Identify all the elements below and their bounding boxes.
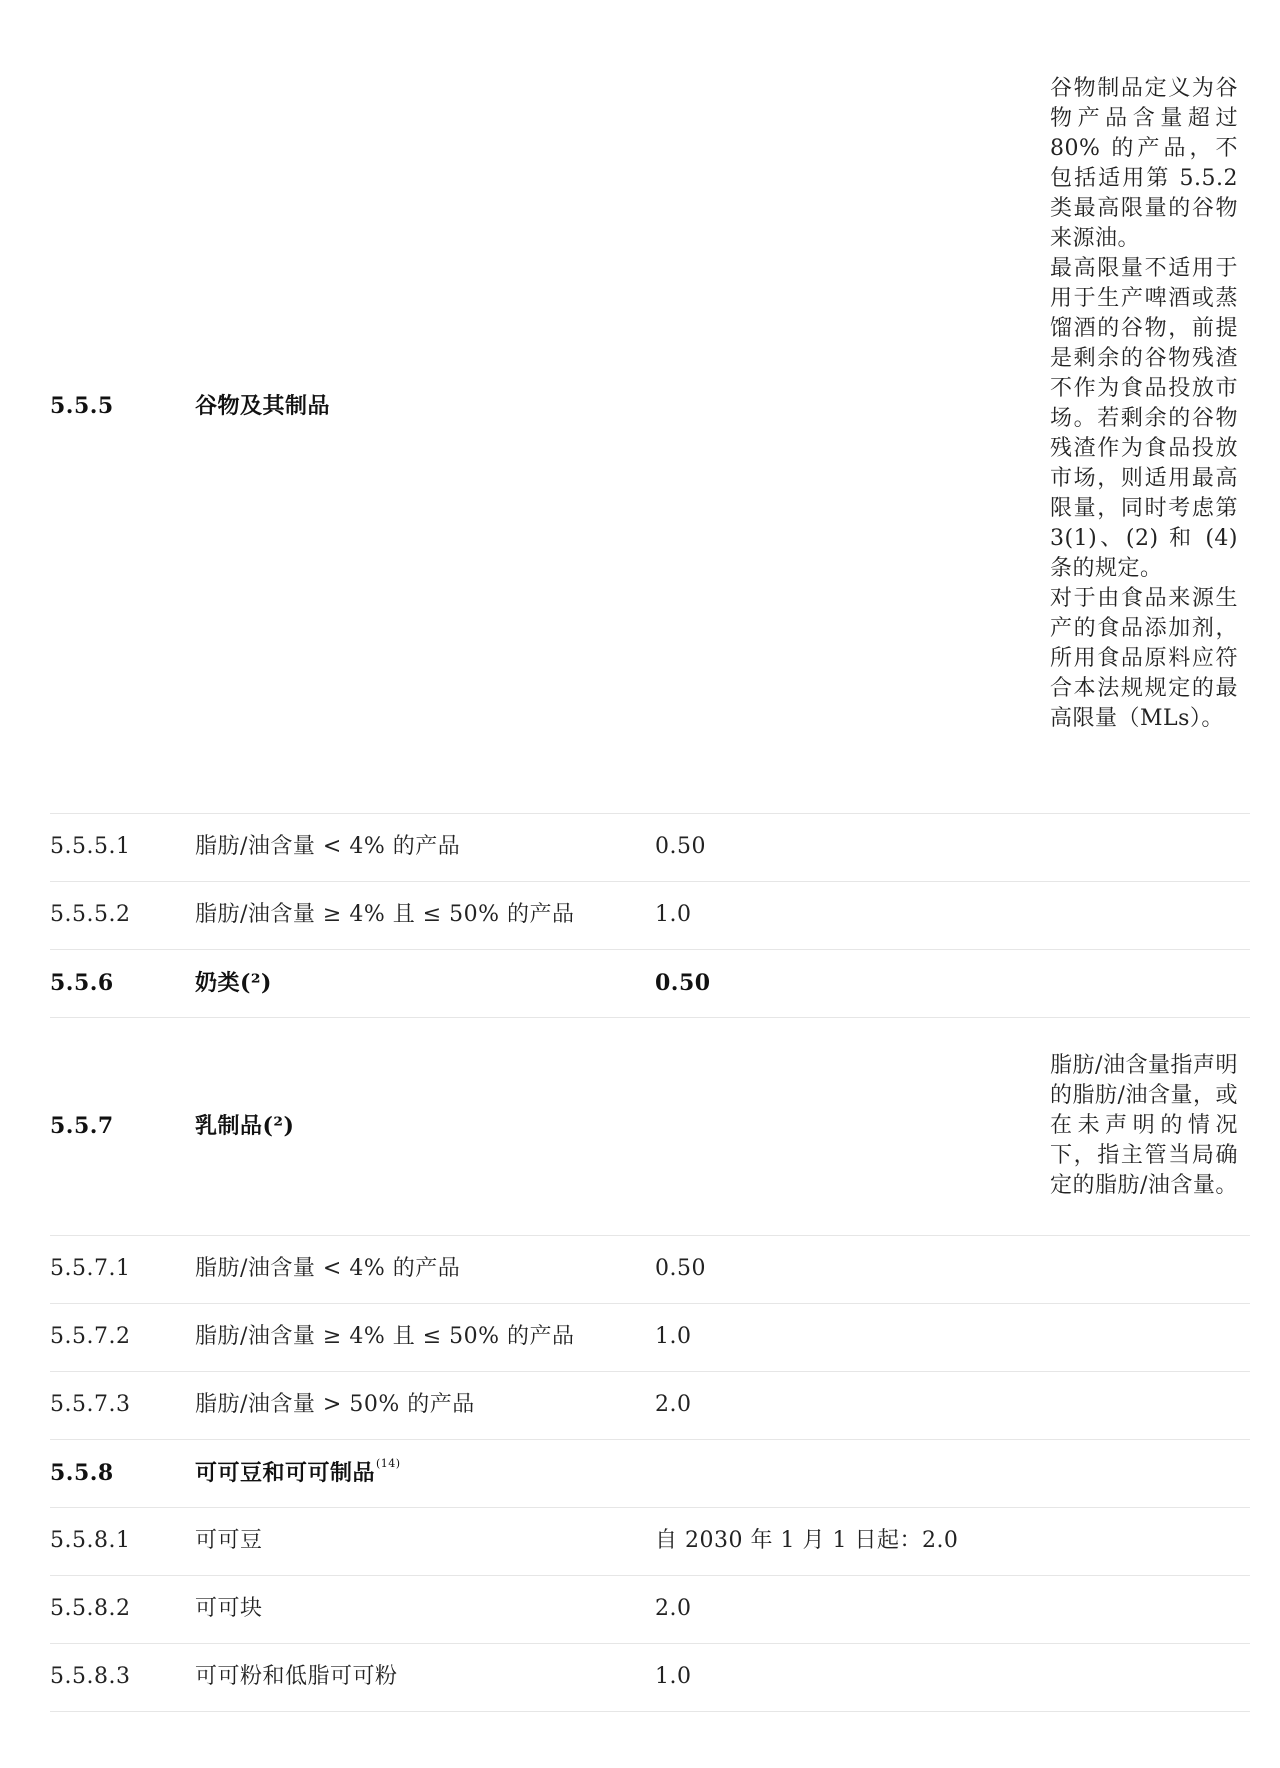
category-code: 5.5.8	[50, 1439, 195, 1507]
max-level: 2.0	[655, 1371, 1050, 1439]
category-code: 5.5.7.1	[50, 1235, 195, 1303]
category-name: 可可块	[195, 1575, 655, 1643]
max-level	[655, 1439, 1050, 1507]
category-code: 5.5.7.2	[50, 1303, 195, 1371]
category-name: 可可豆	[195, 1507, 655, 1575]
category-name: 脂肪/油含量 > 50% 的产品	[195, 1371, 655, 1439]
table-row	[50, 813, 1250, 881]
remarks	[1050, 0, 1250, 813]
category-code: 5.5.8.3	[50, 1643, 195, 1711]
category-code: 5.5.5.1	[50, 813, 195, 881]
remark-paragraph: 脂肪/油含量指声明的脂肪/油含量，或在未声明的情况下，指主管当局确定的脂肪/油含量。	[1050, 1053, 1238, 1198]
category-code: 5.5.5.2	[50, 881, 195, 949]
max-level: 1.0	[655, 1643, 1050, 1711]
category-name: 乳制品(²)	[195, 1017, 655, 1235]
max-level	[655, 0, 1050, 813]
max-level: 2.0	[655, 1575, 1050, 1643]
category-name: 脂肪/油含量 < 4% 的产品	[195, 813, 655, 881]
max-level: 0.50	[655, 1235, 1050, 1303]
table-row	[50, 1235, 1250, 1303]
contaminant-limits-table	[50, 0, 1250, 1712]
table-row	[50, 1439, 1250, 1507]
table-row	[50, 881, 1250, 949]
category-name-text: 可可豆和可可制品	[195, 1460, 376, 1486]
table-row	[50, 0, 1250, 813]
table-row	[50, 1507, 1250, 1575]
max-level: 1.0	[655, 881, 1050, 949]
category-name: 脂肪/油含量 ≥ 4% 且 ≤ 50% 的产品	[195, 881, 655, 949]
category-name: 可可粉和低脂可可粉	[195, 1643, 655, 1711]
max-level: 0.50	[655, 949, 1050, 1017]
category-code: 5.5.7	[50, 1017, 195, 1235]
category-code: 5.5.7.3	[50, 1371, 195, 1439]
category-name	[195, 1439, 655, 1507]
table-row	[50, 1371, 1250, 1439]
table-row	[50, 1643, 1250, 1711]
category-name: 奶类(²)	[195, 949, 655, 1017]
category-code: 5.5.5	[50, 0, 195, 813]
remark-paragraph: 对于由食品来源生产的食品添加剂，所用食品原料应符合本法规规定的最高限量（MLs）。	[1050, 586, 1238, 732]
category-name: 谷物及其制品	[195, 0, 655, 813]
remarks	[1050, 1017, 1250, 1235]
category-name: 脂肪/油含量 ≥ 4% 且 ≤ 50% 的产品	[195, 1303, 655, 1371]
table-row	[50, 1303, 1250, 1371]
category-name: 脂肪/油含量 < 4% 的产品	[195, 1235, 655, 1303]
table-row	[50, 949, 1250, 1017]
max-level: 1.0	[655, 1303, 1050, 1371]
footnote-marker: (14)	[376, 1457, 401, 1470]
remark-paragraph: 谷物制品定义为谷物产品含量超过 80% 的产品，不包括适用第 5.5.2 类最高限量的谷物来源油。	[1050, 76, 1238, 252]
remark-paragraph: 最高限量不适用于用于生产啤酒或蒸馏酒的谷物，前提是剩余的谷物残渣不作为食品投放市场。若剩余的谷物残渣作为食品投放市场，则适用最高限量，同时考虑第 3(1)、(2) 和 (4) 条的规定。	[1050, 256, 1238, 582]
category-code: 5.5.6	[50, 949, 195, 1017]
max-level	[655, 1017, 1050, 1235]
table-row	[50, 1017, 1250, 1235]
max-level: 0.50	[655, 813, 1050, 881]
category-code: 5.5.8.1	[50, 1507, 195, 1575]
category-code: 5.5.8.2	[50, 1575, 195, 1643]
table-row	[50, 1575, 1250, 1643]
max-level: 自 2030 年 1 月 1 日起：2.0	[655, 1507, 1050, 1575]
